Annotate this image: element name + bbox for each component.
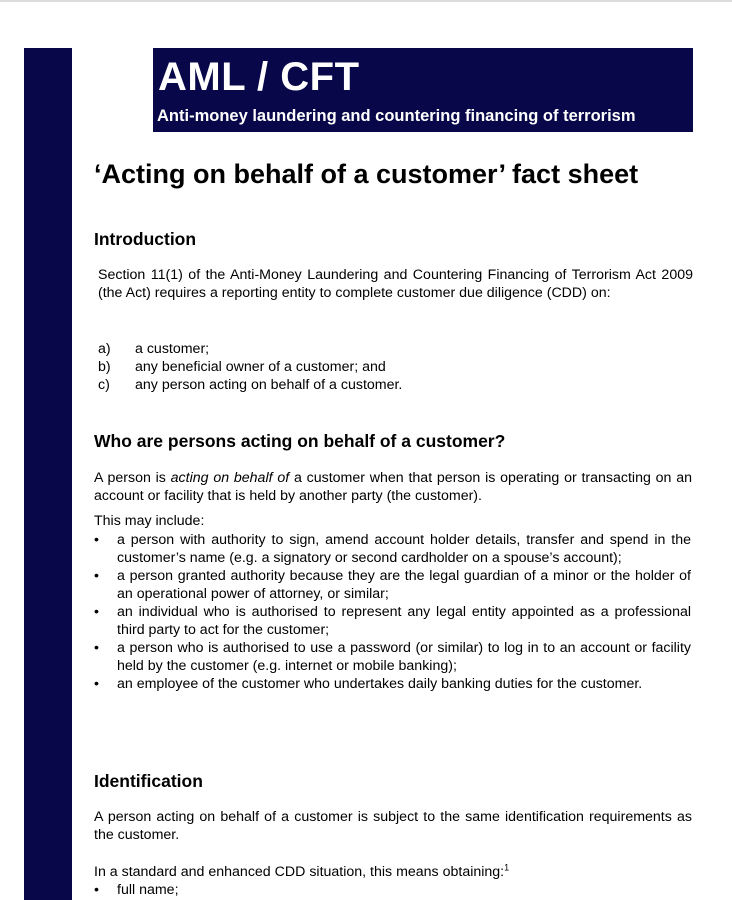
banner-subtitle: Anti-money laundering and countering financing of terrorism [157,107,636,125]
list-item [98,358,688,376]
identification-paragraph: A person acting on behalf of a customer is subject to the same identification requirements as the customer. [94,809,692,843]
who-bullet-list [94,531,691,693]
sidebar-stripe [24,48,72,900]
list-item-text: an employee of the customer who undertakes daily banking duties for the customer. [117,676,643,692]
identification-bullet-list [94,881,691,899]
who-heading: Who are persons acting on behalf of a customer? [94,431,506,451]
list-item [94,639,691,675]
header-banner [153,48,693,132]
list-item [94,881,691,899]
list-marker: a) [98,341,111,357]
who-paragraph [94,469,692,505]
list-item [94,603,691,639]
list-item-text: a person granted authority because they are the legal guardian of a minor or the holder of an operational power of attorney, or similar; [117,568,691,602]
bullet-icon: • [94,604,99,620]
list-item [94,531,691,567]
who-text-start: A person is [94,470,171,486]
bullet-icon: • [94,676,99,692]
who-text-end: a customer when that person is operating or transacting on an account or facility that is held by another party (the customer). [94,470,693,504]
who-text-italic: acting on behalf of [170,470,290,486]
identification-heading: Identification [94,771,203,791]
bullet-icon: • [94,640,99,656]
introduction-list [98,340,688,394]
identification-intro-text: In a standard and enhanced CDD situation, this means obtaining: [94,864,505,880]
list-item-text: a person with authority to sign, amend account holder details, transfer and spend in the customer’s name (e.g. a signatory or second cardholder on a spouse’s account); [117,532,691,566]
list-item-text: a person who is authorised to use a password (or similar) to log in to an account or facility held by the customer (e.g. internet or mobile banking); [117,640,691,674]
list-item-text: any beneficial owner of a customer; and [135,359,386,375]
list-item [98,376,688,394]
list-marker: c) [98,377,110,393]
introduction-paragraph: Section 11(1) of the Anti-Money Laundering and Countering Financing of Terrorism Act 2009 (the Act) requires a reporting entity to complete customer due diligence (CDD) on: [98,267,693,301]
list-item-text: an individual who is authorised to represent any legal entity appointed as a professional third party to act for the customer; [117,604,691,638]
banner-title: AML / CFT [158,55,360,99]
document-title: ‘Acting on behalf of a customer’ fact sheet [94,159,639,189]
bullet-icon: • [94,568,99,584]
identification-intro-line [94,863,692,881]
bullet-icon: • [94,532,99,548]
list-item-text: a customer; [135,341,210,357]
list-item-text: any person acting on behalf of a customer. [135,377,403,393]
top-border [0,0,732,2]
list-item [94,567,691,603]
bullet-icon: • [94,882,99,898]
list-item-text: full name; [117,882,179,898]
who-intro-line: This may include: [94,513,205,529]
list-item [98,340,688,358]
footnote-marker: 1 [504,862,510,873]
list-item [94,675,691,693]
introduction-heading: Introduction [94,229,197,249]
list-marker: b) [98,359,111,375]
